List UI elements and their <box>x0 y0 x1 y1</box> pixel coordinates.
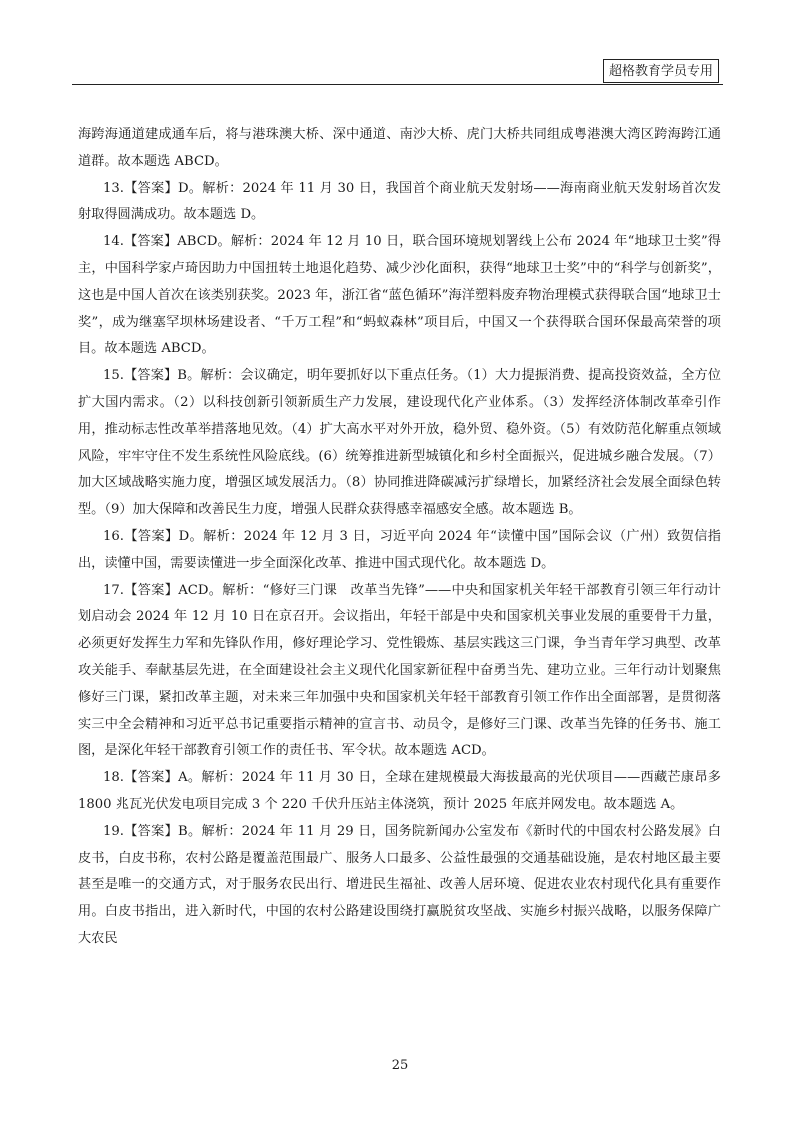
paragraph-q15: 15.【答案】B。解析：会议确定，明年要抓好以下重点任务。（1）大力提振消费、提高投资效益，全方位扩大国内需求。（2）以科技创新引领新质生产力发展，建设现代化产业体系。（3）发挥经济体制改革牵引作用，推动标志性改革举措落地见效。（4）扩大高水平对外开放，稳外贸、稳外资。（5）有效防范化解重点领域风险，牢牢守住不发生系统性风险底线。(6）统筹推进新型城镇化和乡村全面振兴，促进城乡融合发展。（7）加大区域战略实施力度，增强区域发展活力。（8）协同推进降碳减污扩绿增长，加紧经济社会发展全面绿色转型。（9）加大保障和改善民生力度，增强人民群众获得感幸福感安全感。故本题选 B。 <box>78 368 721 518</box>
paragraph-q13: 13.【答案】D。解析：2024 年 11 月 30 日，我国首个商业航天发射场——海南商业航天发射场首次发射取得圆满成功。故本题选 D。 <box>78 180 721 223</box>
paragraph-q12-continued: 海跨海通道建成通车后，将与港珠澳大桥、深中通道、南沙大桥、虎门大桥共同组成粤港澳大湾区跨海跨江通道群。故本题选 ABCD。 <box>78 127 721 169</box>
page-number: 25 <box>391 1058 409 1073</box>
paragraph-q18: 18.【答案】A。解析：2024 年 11 月 30 日，全球在建规模最大海拔最高的光伏项目——西藏芒康昂多 1800 兆瓦光伏发电项目完成 3 个 220 千伏升压站主体浇筑，预计 2025 年底并网发电。故本题选 A。 <box>78 770 721 812</box>
header-divider <box>72 84 723 85</box>
paragraph-q14: 14.【答案】ABCD。解析：2024 年 12 月 10 日，联合国环境规划署线上公布 2024 年“地球卫士奖”得主，中国科学家卢琦因助力中国扭转土地退化趋势、减少沙化面积，获得“地球卫士奖”中的“科学与创新奖”，这也是中国人首次在该类别获奖。2023 年，浙江省“蓝色循环”海洋塑料废弃物治理模式获得联合国“地球卫士奖”，成为继塞罕坝林场建设者、“千万工程”和“蚂蚁森林”项目后，中国又一个获得联合国环保最高荣誉的项目。故本题选 ABCD。 <box>78 234 721 357</box>
header-label: 超格教育学员专用 <box>603 59 719 83</box>
paragraph-q17: 17.【答案】ACD。解析：“修好三门课 改革当先锋”——中央和国家机关年轻干部教育引领三年行动计划启动会 2024 年 12 月 10 日在京召开。会议指出，年轻干部是中央和国家机关事业发展的重要骨干力量，必须更好发挥生力军和先锋队作用，修好理论学习、党性锻炼、基层实践这三门课，争当青年学习典型、改革攻关能手、奉献基层先进，在全面建设社会主义现代化国家新征程中奋勇当先、建功立业。三年行动计划聚焦修好三门课，紧扣改革主题，对未来三年加强中央和国家机关年轻干部教育引领工作作出全面部署，是贯彻落实三中全会精神和习近平总书记重要指示精神的宣言书、动员令，是修好三门课、改革当先锋的任务书、施工图，是深化年轻干部教育引领工作的责任书、军令状。故本题选 ACD。 <box>78 582 721 759</box>
answer-explanations <box>78 122 721 953</box>
paragraph-q19: 19.【答案】B。解析：2024 年 11 月 29 日，国务院新闻办公室发布《新时代的中国农村公路发展》白皮书，白皮书称，农村公路是覆盖范围最广、服务人口最多、公益性最强的交通基础设施，是农村地区最主要甚至是唯一的交通方式，对于服务农民出行、增进民生福祉、改善人居环境、促进农业农村现代化具有重要作用。白皮书指出，进入新时代，中国的农村公路建设围绕打赢脱贫攻坚战、实施乡村振兴战略，以服务保障广大农民 <box>78 823 721 946</box>
paragraph-q16: 16.【答案】D。解析：2024 年 12 月 3 日，习近平向 2024 年“读懂中国”国际会议（广州）致贺信指出，读懂中国，需要读懂进一步全面深化改革、推进中国式现代化。故本题选 D。 <box>78 528 721 571</box>
